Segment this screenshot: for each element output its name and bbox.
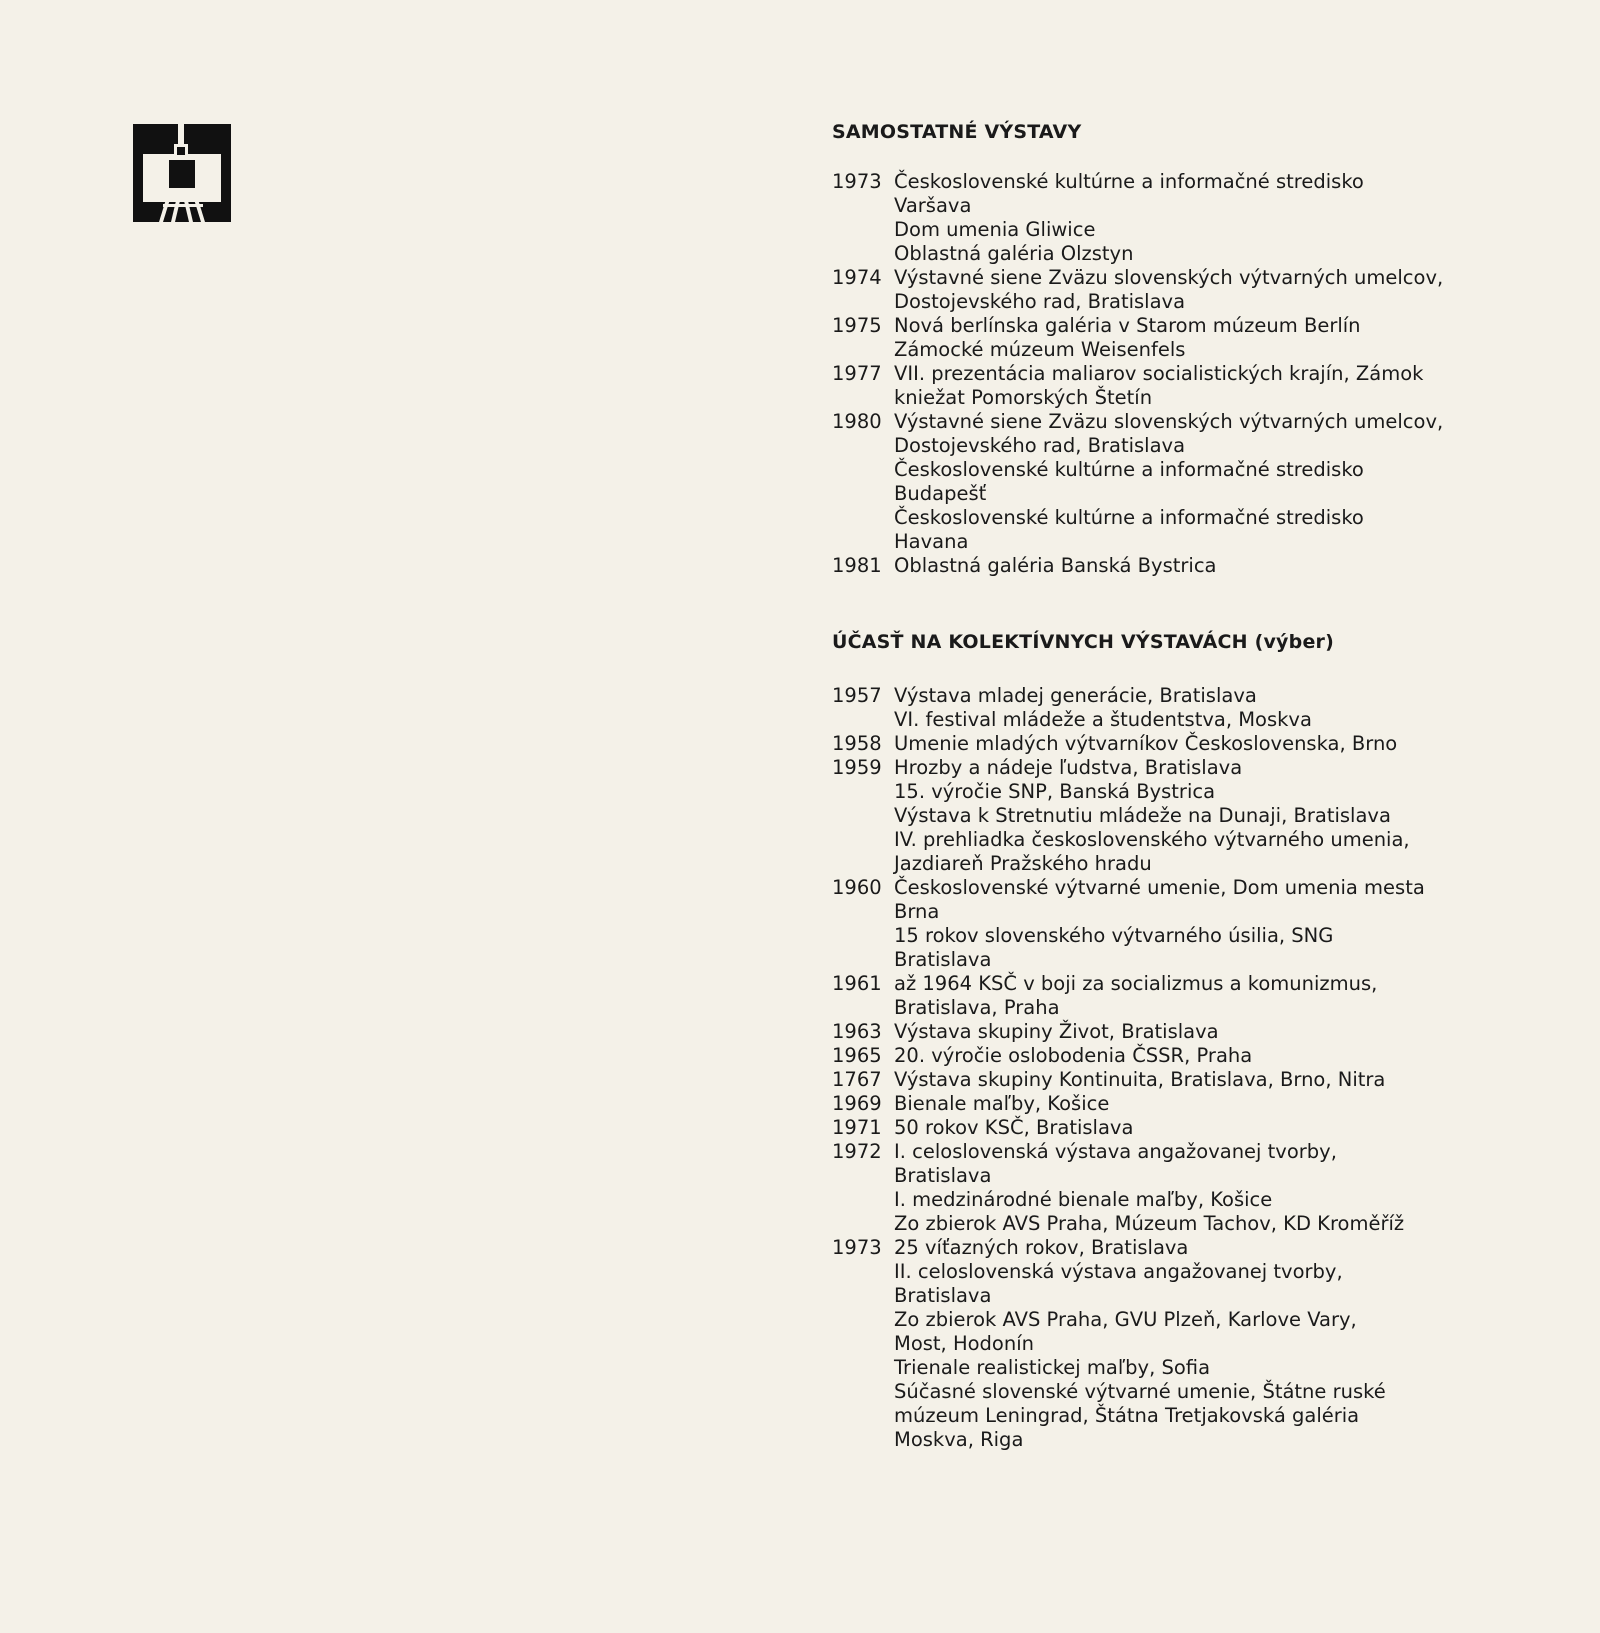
exhibition-entry — [832, 554, 1512, 578]
entry-line: Výstavné siene Zväzu slovenských výtvarných umelcov, — [894, 266, 1444, 289]
entry-line: Dostojevského rad, Bratislava — [894, 290, 1186, 313]
exhibition-entry — [832, 410, 1512, 554]
exhibition-entry — [832, 1236, 1512, 1452]
entry-year: 1767 — [832, 1068, 882, 1091]
entry-year: 1961 — [832, 972, 882, 995]
exhibition-entry — [832, 1140, 1512, 1236]
entry-line: Bratislava — [894, 1164, 992, 1187]
entry-text — [894, 1020, 1512, 1044]
entry-line: Výstava mladej generácie, Bratislava — [894, 684, 1257, 707]
solo-exhibitions — [832, 170, 1512, 578]
entry-line: Oblastná galéria Olzstyn — [894, 242, 1134, 265]
exhibition-entry — [832, 314, 1512, 362]
entry-line: Nová berlínska galéria v Starom múzeum Berlín — [894, 314, 1361, 337]
exhibition-entry — [832, 732, 1512, 756]
entry-line: Výstava skupiny Život, Bratislava — [894, 1020, 1219, 1043]
entry-year: 1958 — [832, 732, 882, 755]
entry-text — [894, 1092, 1512, 1116]
exhibitions-list — [832, 118, 1512, 1452]
exhibition-entry — [832, 684, 1512, 732]
entry-line: 50 rokov KSČ, Bratislava — [894, 1116, 1134, 1139]
entry-line: Dom umenia Gliwice — [894, 218, 1096, 241]
entry-year: 1972 — [832, 1140, 882, 1163]
entry-text — [894, 972, 1512, 1020]
entry-line: Jazdiareň Pražského hradu — [894, 852, 1152, 875]
exhibition-entry — [832, 1092, 1512, 1116]
entry-line: Súčasné slovenské výtvarné umenie, Štátne ruské — [894, 1380, 1386, 1403]
entry-line: Výstava k Stretnutiu mládeže na Dunaji, Bratislava — [894, 804, 1391, 827]
entry-text — [894, 362, 1512, 410]
entry-year: 1963 — [832, 1020, 882, 1043]
entry-line: 25 víťazných rokov, Bratislava — [894, 1236, 1189, 1259]
entry-text — [894, 170, 1512, 266]
entry-year: 1960 — [832, 876, 882, 899]
entry-line: Dostojevského rad, Bratislava — [894, 434, 1186, 457]
entry-line: múzeum Leningrad, Štátna Tretjakovská galéria — [894, 1404, 1360, 1427]
entry-year: 1971 — [832, 1116, 882, 1139]
entry-line: VII. prezentácia maliarov socialistických krajín, Zámok — [894, 362, 1424, 385]
entry-text — [894, 1236, 1512, 1452]
entry-line: Bienale maľby, Košice — [894, 1092, 1110, 1115]
entry-year: 1981 — [832, 554, 882, 577]
exhibition-entry — [832, 1044, 1512, 1068]
entry-line: Budapešť — [894, 482, 987, 505]
entry-text — [894, 1140, 1512, 1236]
entry-line: Československé kultúrne a informačné stredisko — [894, 506, 1364, 529]
section-title-group: ÚČASŤ NA KOLEKTÍVNYCH VÝSTAVÁCH (výber) — [832, 631, 1334, 653]
entry-line: Československé výtvarné umenie, Dom umenia mesta — [894, 876, 1425, 899]
entry-text — [894, 876, 1512, 972]
exhibition-entry — [832, 1068, 1512, 1092]
entry-line: Výstavné siene Zväzu slovenských výtvarných umelcov, — [894, 410, 1444, 433]
entry-line: Zo zbierok AVS Praha, Múzeum Tachov, KD Kroměříž — [894, 1212, 1405, 1235]
entry-line: VI. festival mládeže a študentstva, Moskva — [894, 708, 1312, 731]
group-exhibitions — [832, 684, 1512, 1452]
entry-line: 15 rokov slovenského výtvarného úsilia, SNG — [894, 924, 1334, 947]
exhibition-entry — [832, 756, 1512, 876]
entry-line: Bratislava — [894, 948, 992, 971]
entry-line: Varšava — [894, 194, 972, 217]
entry-year: 1965 — [832, 1044, 882, 1067]
entry-line: I. celoslovenská výstava angažovanej tvorby, — [894, 1140, 1337, 1163]
entry-line: Brna — [894, 900, 940, 923]
exhibition-entry — [832, 1116, 1512, 1140]
entry-year: 1977 — [832, 362, 882, 385]
entry-line: I. medzinárodné bienale maľby, Košice — [894, 1188, 1273, 1211]
entry-line: Bratislava — [894, 1284, 992, 1307]
exhibition-entry — [832, 972, 1512, 1020]
entry-text — [894, 684, 1512, 732]
exhibition-entry — [832, 1020, 1512, 1044]
entry-year: 1980 — [832, 410, 882, 433]
entry-text — [894, 1116, 1512, 1140]
entry-text — [894, 266, 1512, 314]
entry-line: Československé kultúrne a informačné stredisko — [894, 458, 1364, 481]
entry-year: 1973 — [832, 1236, 882, 1259]
entry-year: 1959 — [832, 756, 882, 779]
easel-logo-icon — [133, 124, 231, 222]
entry-line: Hrozby a nádeje ľudstva, Bratislava — [894, 756, 1243, 779]
entry-line: Bratislava, Praha — [894, 996, 1060, 1019]
entry-line: kniežat Pomorských Štetín — [894, 386, 1153, 409]
entry-line: 15. výročie SNP, Banská Bystrica — [894, 780, 1216, 803]
entry-line: až 1964 KSČ v boji za socializmus a komunizmus, — [894, 972, 1378, 995]
entry-text — [894, 756, 1512, 876]
entry-line: Moskva, Riga — [894, 1428, 1024, 1451]
exhibition-entry — [832, 876, 1512, 972]
entry-line: 20. výročie oslobodenia ČSSR, Praha — [894, 1044, 1253, 1067]
entry-line: Most, Hodonín — [894, 1332, 1034, 1355]
entry-line: Zámocké múzeum Weisenfels — [894, 338, 1186, 361]
entry-year: 1973 — [832, 170, 882, 193]
exhibition-entry — [832, 170, 1512, 266]
entry-text — [894, 1044, 1512, 1068]
entry-year: 1974 — [832, 266, 882, 289]
entry-text — [894, 554, 1512, 578]
entry-text — [894, 732, 1512, 756]
entry-line: Havana — [894, 530, 969, 553]
entry-year: 1957 — [832, 684, 882, 707]
entry-line: II. celoslovenská výstava angažovanej tvorby, — [894, 1260, 1343, 1283]
entry-line: Trienale realistickej maľby, Sofia — [894, 1356, 1211, 1379]
exhibition-entry — [832, 266, 1512, 314]
entry-line: Výstava skupiny Kontinuita, Bratislava, Brno, Nitra — [894, 1068, 1386, 1091]
entry-text — [894, 314, 1512, 362]
entry-year: 1969 — [832, 1092, 882, 1115]
section-title-solo: SAMOSTATNÉ VÝSTAVY — [832, 121, 1082, 143]
entry-line: Umenie mladých výtvarníkov Československa, Brno — [894, 732, 1398, 755]
entry-text — [894, 1068, 1512, 1092]
entry-year: 1975 — [832, 314, 882, 337]
entry-line: Oblastná galéria Banská Bystrica — [894, 554, 1217, 577]
entry-line: Zo zbierok AVS Praha, GVU Plzeň, Karlove Vary, — [894, 1308, 1357, 1331]
entry-line: Československé kultúrne a informačné stredisko — [894, 170, 1364, 193]
exhibition-entry — [832, 362, 1512, 410]
entry-line: IV. prehliadka československého výtvarného umenia, — [894, 828, 1410, 851]
entry-text — [894, 410, 1512, 554]
